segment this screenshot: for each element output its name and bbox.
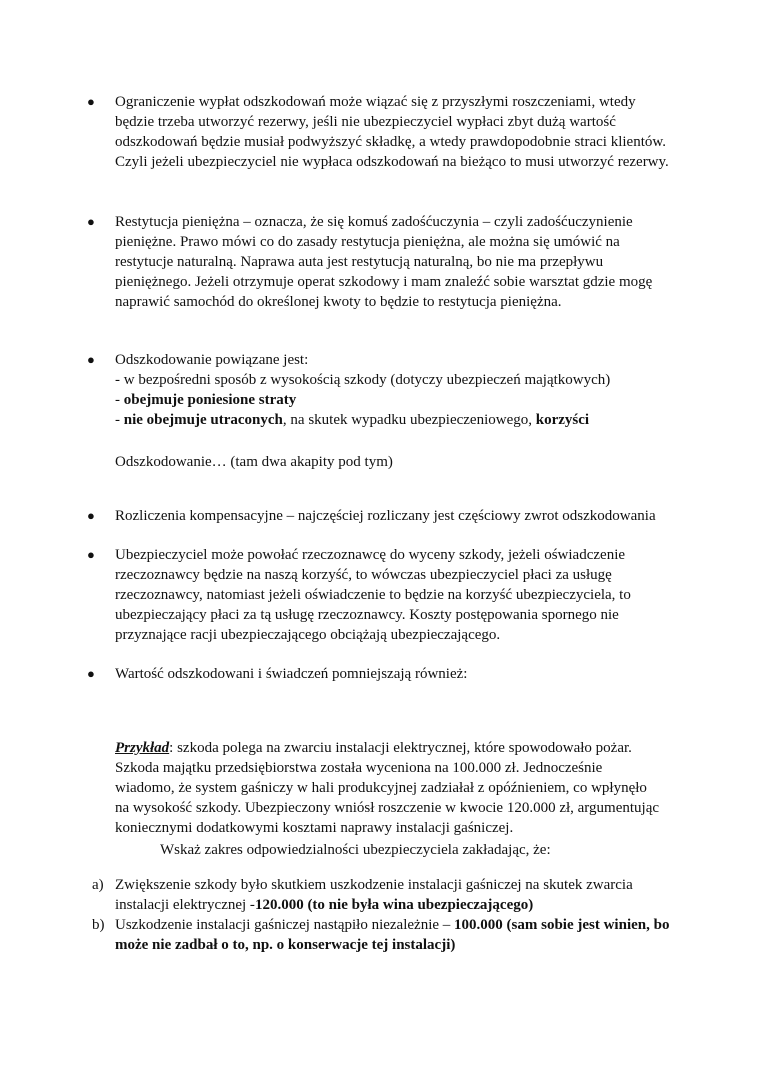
compensation-line-4: - nie obejmuje utraconych, na skutek wypadku ubezpieczeniowego, korzyści xyxy=(115,412,590,428)
bullet-compensatory-settlements xyxy=(87,506,672,526)
bullet-text: Wartość odszkodowani i świadczeń pomniejszają również: xyxy=(115,666,468,682)
bullet-dot-icon: ● xyxy=(87,547,95,562)
compensation-note: Odszkodowanie… (tam dwa akapity pod tym) xyxy=(115,454,393,470)
bullet-appraiser xyxy=(87,545,672,645)
compensation-line-3: - obejmuje poniesione straty xyxy=(115,392,297,408)
bullet-text: Rozliczenia kompensacyjne – najczęściej rozliczany jest częściowy zwrot odszkodowania xyxy=(115,508,656,524)
bullet-text: Ubezpieczyciel może powołać rzeczoznawcę do wyceny szkody, jeżeli oświadczenie rzeczoznawcy będzie na naszą korzyść, to wówczas ubezpieczyciel płaci za usługę rzeczoznawcy, natomiast jeżeli oświadczenie to będzie na korzyść ubezpieczyciela, to ubezpieczający płaci za tą usługę rzeczoznawcy. Koszty postępowania spornego nie przyznające racji ubezpieczającego obciążają ubezpieczającego. xyxy=(115,547,631,643)
answer-item-label: b) xyxy=(92,917,105,933)
bullet-compensation-linked xyxy=(87,350,672,430)
answer-item-text: Uszkodzenie instalacji gaśniczej nastąpiło niezależnie – 100.000 (sam sobie jest winien, bo może nie zadbał o to, np. o konserwacje tej instalacji) xyxy=(115,917,670,953)
compensation-line-2: - w bezpośredni sposób z wysokością szkody (dotyczy ubezpieczeń majątkowych) xyxy=(115,372,611,388)
bullet-dot-icon: ● xyxy=(87,666,95,681)
example-paragraph xyxy=(115,738,660,838)
bullet-text xyxy=(115,350,672,430)
answer-item-text: Zwiększenie szkody było skutkiem uszkodzenie instalacji gaśniczej na skutek zwarcia instalacji elektrycznej -120.000 (to nie była wina ubezpieczającego) xyxy=(115,877,633,913)
compensation-line-1: Odszkodowanie powiązane jest: xyxy=(115,352,309,368)
example-text: : szkoda polega na zwarciu instalacji elektrycznej, które spowodowało pożar. Szkoda majątku przedsiębiorstwa została wyceniona na 100.000 zł. Jednocześnie wiadomo, że system gaśniczy w hali produkcyjnej zadziałał z opóźnieniem, co wpłynęło na wysokość szkody. Ubezpieczony wniósł roszczenie w kwocie 120.000 zł, argumentując koniecznymi dodatkowymi kosztami naprawy instalacji gaśniczej. xyxy=(115,740,660,836)
bullet-monetary-restitution xyxy=(87,212,672,312)
example-label: Przykład xyxy=(115,740,170,756)
bullet-dot-icon: ● xyxy=(87,508,95,523)
bullet-dot-icon: ● xyxy=(87,94,95,109)
task-instruction: Wskaż zakres odpowiedzialności ubezpieczyciela zakładając, że: xyxy=(160,842,551,858)
answer-item-a xyxy=(92,875,672,915)
answer-item-label: a) xyxy=(92,877,104,893)
bullet-dot-icon: ● xyxy=(87,352,95,367)
bullet-reserves xyxy=(87,92,672,172)
bullet-deductions xyxy=(87,664,672,684)
bullet-text: Restytucja pieniężna – oznacza, że się komuś zadośćuczynia – czyli zadośćuczynienie pieniężne. Prawo mówi co do zasady restytucja pieniężna, ale można się umówić na restytucje naturalną. Naprawa auta jest restytucją naturalną, bo nie ma przepływu pieniężnego. Jeżeli otrzymuje operat szkodowy i mam znaleźć sobie warsztat gdzie mogę naprawić samochód do określonej kwoty to będzie to restytucja pieniężna. xyxy=(115,214,653,310)
bullet-dot-icon: ● xyxy=(87,214,95,229)
answer-item-b xyxy=(92,915,672,955)
bullet-text: Ograniczenie wypłat odszkodowań może wiązać się z przyszłymi roszczeniami, wtedy będzie trzeba utworzyć rezerwy, jeśli nie ubezpieczyciel wypłaci zbyt dużą wartość odszkodowań będzie musiał podwyższyć składkę, a wtedy prawdopodobnie straci klientów. Czyli jeżeli ubezpieczyciel nie wypłaca odszkodowań na bieżąco to musi utworzyć rezerwy. xyxy=(115,94,669,170)
